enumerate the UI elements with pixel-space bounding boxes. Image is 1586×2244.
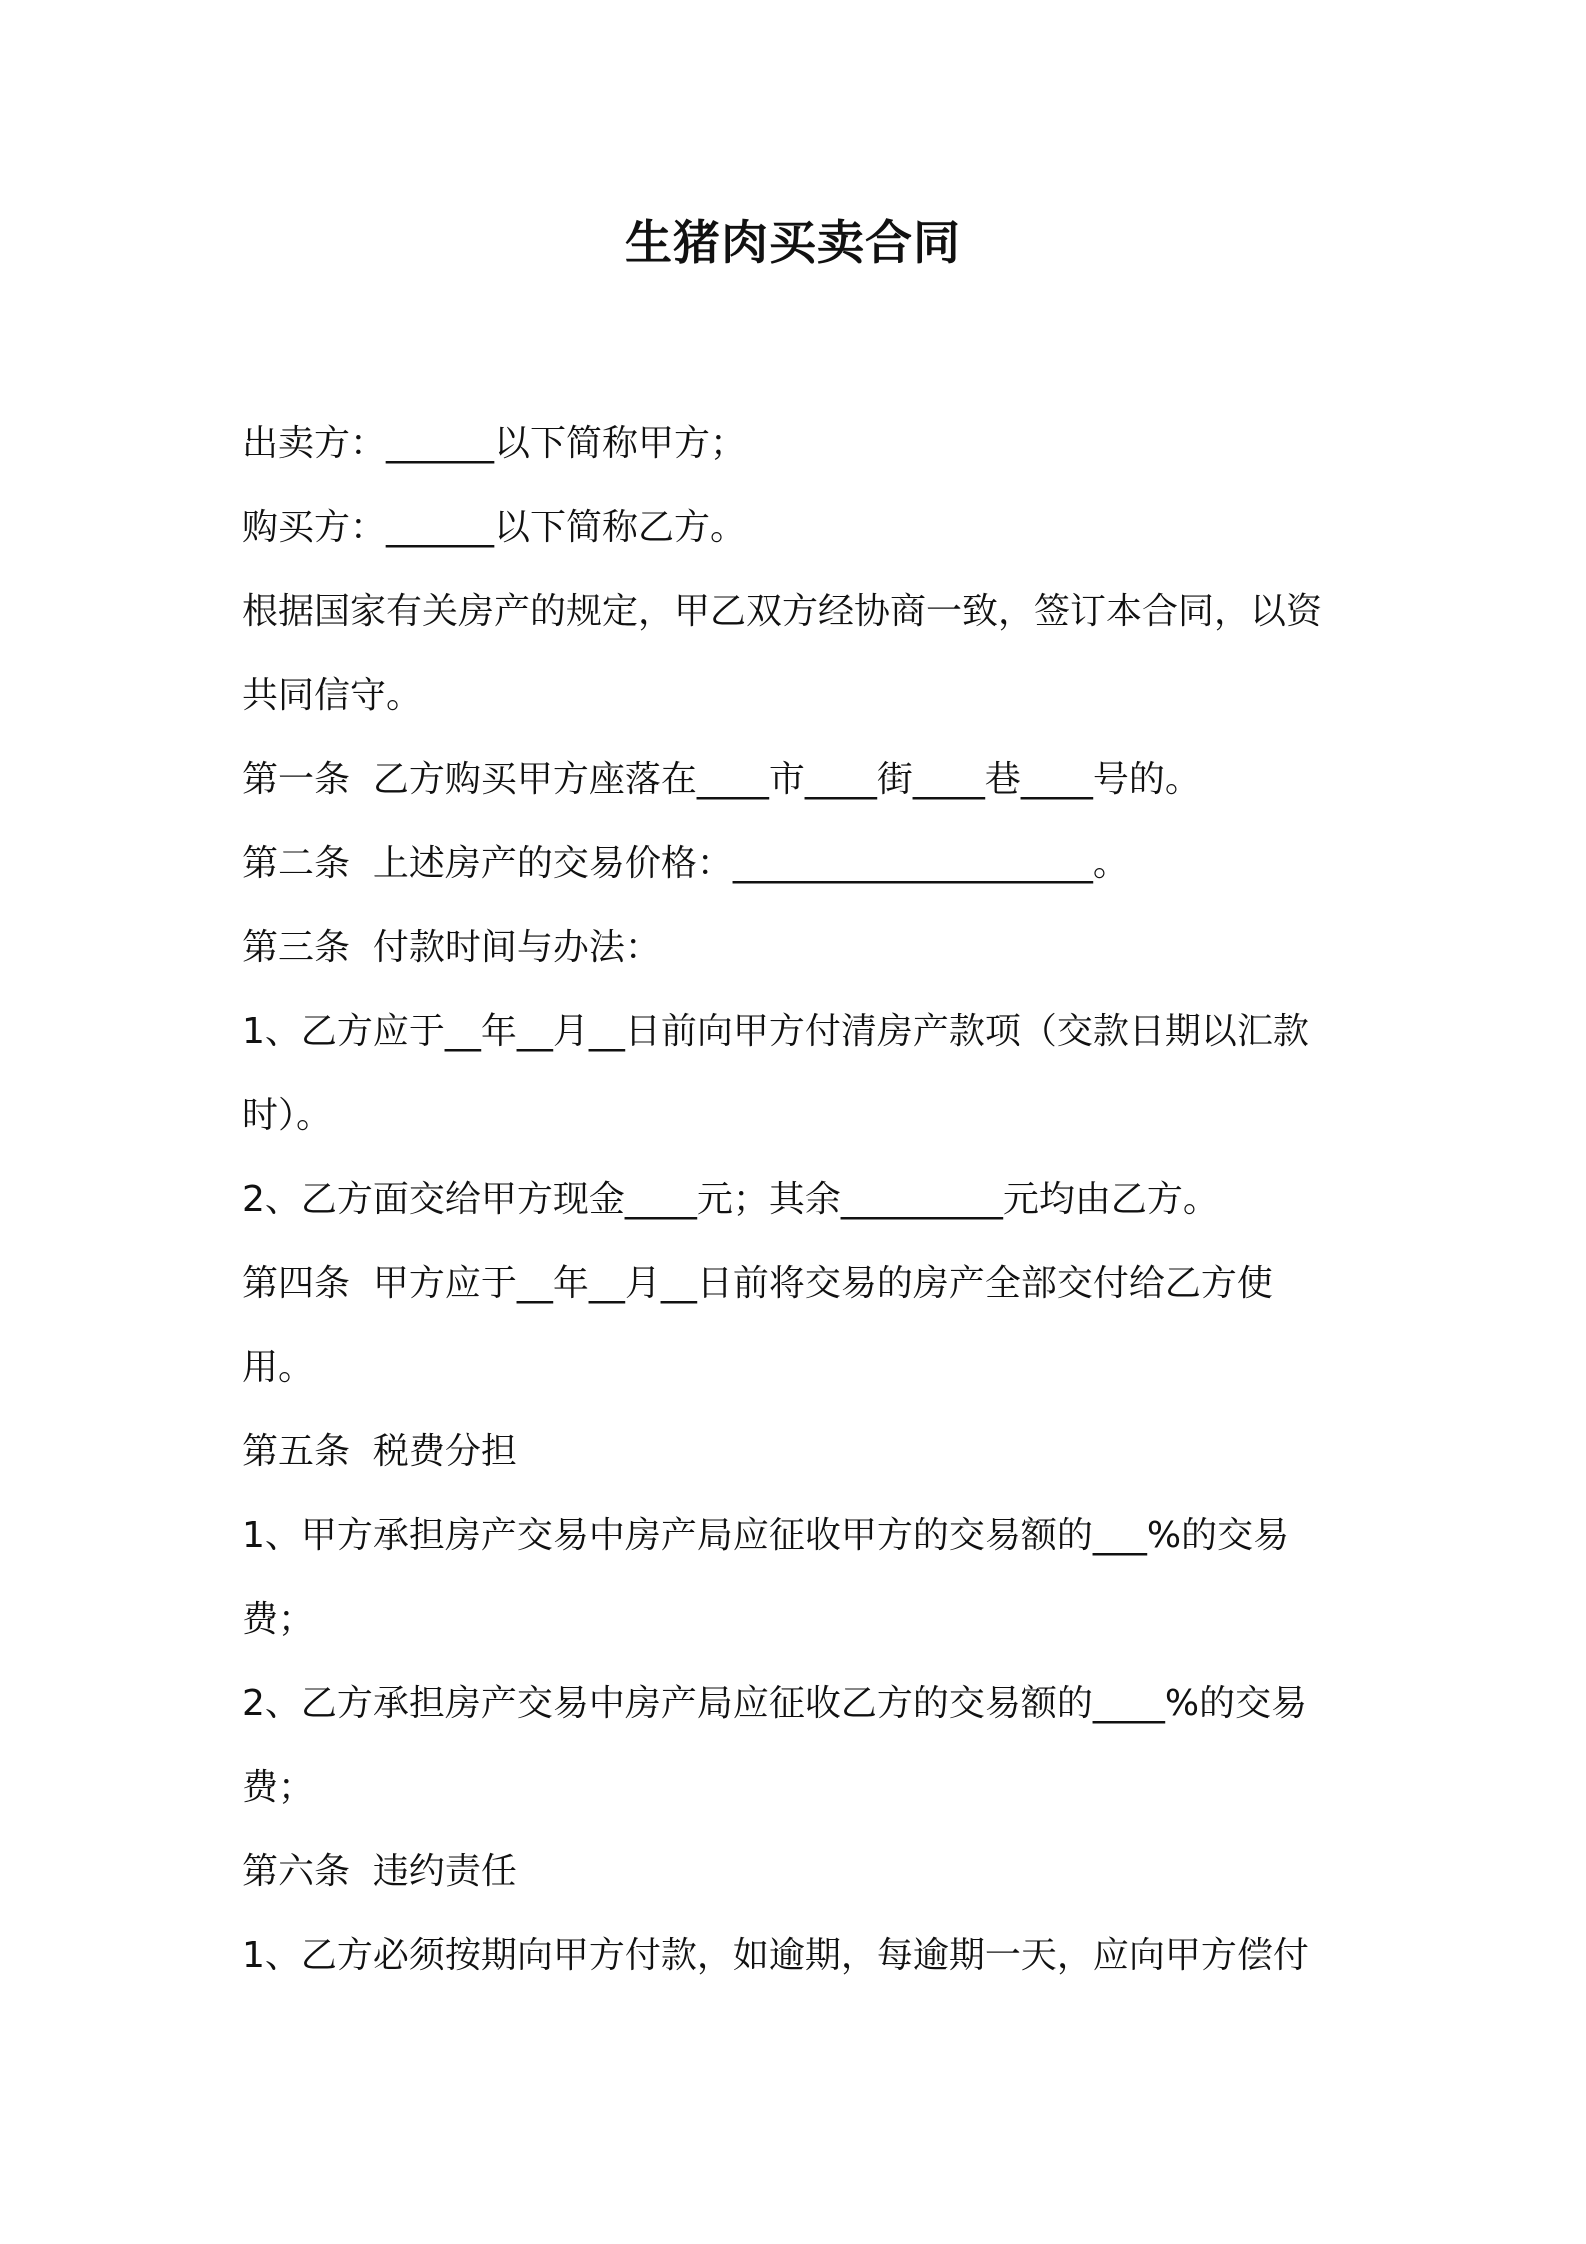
paragraph-article-6: 第六条 违约责任	[242, 1851, 517, 1892]
paragraph-article-5-item-2: 2、乙方承担房产交易中房产局应征收乙方的交易额的____%的交易	[242, 1683, 1308, 1724]
paragraph-article-4-cont: 用。	[242, 1347, 315, 1388]
paragraph-seller: 出卖方：______以下简称甲方；	[242, 423, 747, 464]
document-body	[242, 402, 1372, 1998]
paragraph-article-3-item-1-cont: 时）。	[242, 1095, 333, 1136]
document-title: 生猪肉买卖合同	[625, 216, 961, 271]
paragraph-article-3: 第三条 付款时间与办法：	[242, 927, 661, 968]
paragraph-preamble: 根据国家有关房产的规定，甲乙双方经协商一致，签订本合同，以资	[242, 591, 1323, 632]
paragraph-article-3-item-2: 2、乙方面交给甲方现金____元；其余_________元均由乙方。	[242, 1179, 1219, 1220]
paragraph-buyer: 购买方：______以下简称乙方。	[242, 507, 747, 548]
paragraph-article-5-item-2-cont: 费；	[242, 1767, 315, 1808]
paragraph-article-5-item-1-cont: 费；	[242, 1599, 315, 1640]
paragraph-article-4: 第四条 甲方应于__年__月__日前将交易的房产全部交付给乙方使	[242, 1263, 1273, 1304]
paragraph-article-5: 第五条 税费分担	[242, 1431, 517, 1472]
paragraph-article-3-item-1: 1、乙方应于__年__月__日前向甲方付清房产款项（交款日期以汇款	[242, 1011, 1309, 1052]
paragraph-preamble-cont: 共同信守。	[242, 675, 423, 716]
paragraph-article-1: 第一条 乙方购买甲方座落在____市____街____巷____号的。	[242, 759, 1201, 800]
paragraph-article-5-item-1: 1、甲方承担房产交易中房产局应征收甲方的交易额的___%的交易	[242, 1515, 1290, 1556]
paragraph-article-2: 第二条 上述房产的交易价格：____________________。	[242, 843, 1129, 884]
paragraph-article-6-item-1: 1、乙方必须按期向甲方付款，如逾期，每逾期一天，应向甲方偿付	[242, 1935, 1309, 1976]
